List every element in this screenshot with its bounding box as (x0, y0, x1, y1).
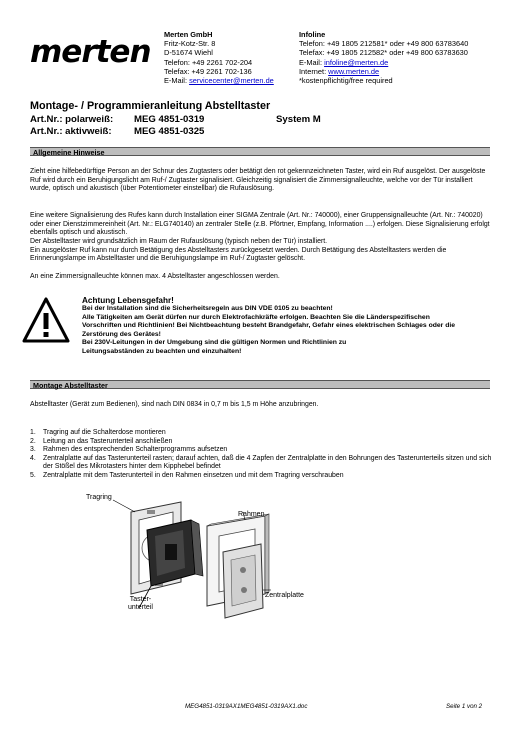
infoline-phone: Telefon: +49 1805 212581* oder +49 800 63783640 (299, 39, 469, 49)
infoline-email-label: E-Mail: (299, 57, 325, 67)
article-system: System M (276, 114, 321, 125)
company-phone: Telefon: +49 2261 702-204 (164, 57, 253, 67)
warning-line: Zerstörung des Gerätes! (82, 330, 161, 338)
warning-triangle-icon (22, 297, 70, 343)
company-address (164, 30, 274, 85)
article-label-2: Art.Nr.: aktivweiß: (30, 126, 112, 137)
company-fax: Telefax: +49 2261 702-136 (164, 66, 252, 76)
list-item: 4. Zentralplatte auf das Tasterunterteil rasten; darauf achten, daß die 4 Zapfen der Zentralplatte in den Bohrungen des Tasterunterteils sitzen und sich der Stößel des Mikrotasters hinter dem Kipphebel befindet (30, 454, 492, 471)
infoline-fax: Telefax: +49 1805 212582* oder +49 800 63783630 (299, 48, 468, 58)
merten-logo: merten (30, 34, 151, 70)
company-city: D-51674 Wiehl (164, 48, 213, 58)
paragraph-2: Eine weitere Signalisierung des Rufes kann durch Installation einer SIGMA Zentrale (Art. Nr.: 740000), einer Gruppensignalleuchte (Art. Nr.: 740020) oder einer Dienstzimmereinheit (Art. Nr.: ELG740140) an zentraler Stelle (z.B. Pförtner, Empfang, Information ....) erfolgen. Diese Signalisierung erfolgt ebenfalls optisch und akustisch. (30, 212, 490, 237)
list-item: 5. Zentralplatte mit dem Tasterunterteil in den Rahmen einsetzen und mit dem Tragring verschrauben (30, 471, 344, 479)
infoline-title: Infoline (299, 30, 326, 39)
section-heading-general: Allgemeine Hinweise (30, 147, 490, 156)
company-email-link[interactable]: servicecenter@merten.de (189, 76, 274, 86)
footer-page: Seite 1 von 2 (446, 703, 483, 710)
label-taster-line2: unterteil (128, 604, 153, 611)
footer-filename: MEG4851-0319AX1MEG4851-0319AX1.doc (185, 703, 308, 710)
warning-title: Achtung Lebensgefahr! (82, 296, 174, 305)
section-heading-montage: Montage Abstelltaster (30, 380, 490, 389)
paragraph-1: Zieht eine hilfebedürftige Person an der Schnur des Zugtasters oder betätigt den rot gekennzeichneten Taster, wird ein Ruf ausgelöst. Der ausgelöste Ruf wird durch ein Beruhigungslicht am Ruf-/ Zugtaster signalisiert. Gleichzeitig signalisiert die Zimmersignalleuchte, welche vor der Tür installiert wurde, optisch und akustisch (über Potentiometer einstellbar) die Rufauslösung. (30, 168, 486, 193)
montage-intro: Abstelltaster (Gerät zum Bedienen), sind nach DIN 0834 in 0,7 m bis 1,5 m Höhe anzubringen. (30, 401, 319, 408)
list-item: 1. Tragring auf die Schalterdose montieren (30, 429, 166, 436)
infoline-block (299, 30, 468, 85)
montage-steps (30, 429, 492, 481)
label-tragring: Tragring (86, 494, 112, 501)
warning-line: Leitungsabständen zu beachten und einzuhalten! (82, 347, 242, 355)
paragraph-3: Der Abstelltaster wird grundsätzlich im Raum der Rufauslösung (typisch neben der Tür) installiert. (30, 238, 328, 245)
label-zentralplatte: Zentralplatte (265, 592, 304, 599)
company-name: Merten GmbH (164, 30, 213, 39)
label-taster-line1: Taster- (129, 596, 152, 603)
company-email-label: E-Mail: (164, 76, 190, 86)
warning-line: Vorschriften und Richtlinien! Bei Nichtbeachtung besteht Brandgefahr, Gefahr eines elektrischen Schlages oder die (82, 322, 456, 330)
article-number-2: MEG 4851-0325 (134, 126, 205, 137)
warning-line: Alle Tätigkeiten am Gerät dürfen nur durch Elektrofachkräfte erfolgen. Beachten Sie die Länderspezifischen (82, 313, 430, 321)
infoline-internet-link[interactable]: www.merten.de (328, 66, 380, 76)
warning-line: Bei der Installation sind die Sicherheitsregeln aus DIN VDE 0105 zu beachten! (82, 305, 333, 312)
page-title: Montage- / Programmieranleitung Abstelltaster (30, 100, 271, 112)
warning-line: Bei 230V-Leitungen in der Umgebung sind die gültigen Normen und Richtlinien zu (82, 339, 347, 347)
article-number-1: MEG 4851-0319 (134, 114, 205, 125)
infoline-email-link[interactable]: infoline@merten.de (324, 57, 389, 67)
mounting-diagram (95, 490, 295, 630)
company-street: Fritz-Kotz-Str. 8 (164, 39, 216, 49)
paragraph-4: Ein ausgelöster Ruf kann nur durch Betätigung des Abstelltasters zurückgesetzt werden. Durch Betätigung des Abstelltasters werden die Erinnerungslampe im Abstelltaster und die Beruhigungslampe im Ruf-/ Zugtaster gelöscht. (30, 246, 447, 263)
list-item: 2. Leitung an das Tasterunterteil anschließen (30, 437, 173, 445)
warning-block (82, 296, 502, 357)
warning-text (82, 305, 502, 357)
label-tasterunterteil (128, 596, 153, 612)
article-label-1: Art.Nr.: polarweiß: (30, 114, 114, 125)
infoline-note: *kostenpflichtig/free required (299, 76, 393, 86)
list-item: 3. Rahmen des entsprechenden Schalterprogramms aufsetzen (30, 446, 228, 454)
label-rahmen: Rahmen (238, 511, 265, 518)
infoline-internet-label: Internet: (299, 66, 329, 76)
paragraph-5: An eine Zimmersignalleuchte können max. 4 Abstelltaster angeschlossen werden. (30, 273, 280, 280)
